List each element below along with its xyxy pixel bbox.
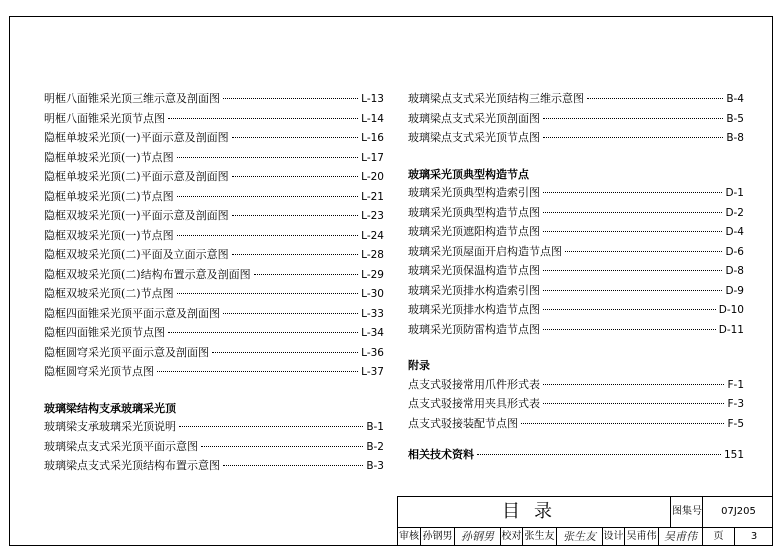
toc-entry[interactable]	[44, 168, 384, 188]
toc-entry-page: D-1	[725, 187, 744, 199]
toc-entry-title: 隐框双坡采光顶(一)平面示意及剖面图	[44, 209, 229, 222]
leader-dots	[254, 274, 359, 275]
check-label: 校对	[500, 528, 522, 546]
toc-entry-title: 玻璃梁点支式采光顶平面示意图	[44, 439, 198, 453]
toc-entry[interactable]	[408, 110, 744, 130]
toc-entry-page: D-10	[718, 304, 744, 316]
leader-dots	[543, 270, 722, 271]
toc-entry[interactable]	[408, 129, 744, 149]
toc-entry-title: 点支式驳接常用夹具形式表	[408, 397, 540, 410]
atlas-label: 图集号	[670, 497, 703, 527]
toc-entry-page: B-3	[366, 460, 384, 472]
toc-entry-page: L-34	[361, 327, 384, 339]
toc-entry-page: L-28	[361, 249, 384, 261]
toc-entry[interactable]	[44, 418, 384, 438]
toc-entry[interactable]	[408, 282, 744, 302]
toc-entry[interactable]	[408, 301, 744, 321]
toc-entry-title: 隐框单坡采光顶(二)节点图	[44, 189, 174, 203]
toc-entry-page: 151	[723, 449, 744, 461]
toc-entry[interactable]	[44, 149, 384, 169]
leader-dots	[177, 196, 359, 197]
leader-dots	[543, 137, 723, 138]
leader-dots	[168, 118, 358, 119]
reviewer-signature: 孙钢男	[454, 528, 500, 546]
toc-entry[interactable]	[408, 184, 744, 204]
toc-entry-page: L-20	[361, 171, 384, 183]
toc-entry-page: B-5	[726, 112, 744, 125]
toc-entry-title: 明框八面锥采光顶三维示意及剖面图	[44, 92, 220, 105]
toc-entry-title: 隐框圆穹采光顶节点图	[44, 365, 154, 378]
leader-dots	[232, 254, 359, 255]
leader-dots	[223, 313, 358, 314]
toc-entry-page: L-21	[361, 190, 384, 203]
leader-dots	[543, 290, 722, 291]
toc-entry-title: 隐框四面锥采光顶节点图	[44, 326, 165, 339]
toc-entry-title: 点支式驳接常用爪件形式表	[408, 377, 540, 391]
toc-entry-page: L-37	[361, 366, 384, 378]
leader-dots	[543, 192, 722, 193]
toc-entry[interactable]	[44, 246, 384, 266]
toc-entry-title: 玻璃采光顶典型构造节点图	[408, 205, 540, 219]
toc-entry-title: 玻璃梁支承玻璃采光顶说明	[44, 420, 176, 433]
toc-entry[interactable]	[44, 266, 384, 286]
leader-dots	[201, 446, 363, 447]
leader-dots	[543, 231, 722, 232]
toc-entry-page: L-29	[361, 268, 384, 281]
toc-entry-title: 隐框单坡采光顶(一)平面示意及剖面图	[44, 131, 229, 144]
toc-entry-page: L-36	[361, 346, 384, 359]
leader-dots	[177, 235, 359, 236]
toc-entry-title: 隐框双坡采光顶(二)平面及立面示意图	[44, 248, 229, 261]
toc-entry-title: 相关技术资料	[408, 448, 474, 461]
toc-entry-title: 点支式驳接装配节点图	[408, 416, 518, 430]
leader-dots	[521, 423, 724, 424]
toc-entry-title: 明框八面锥采光顶节点图	[44, 111, 165, 125]
toc-entry-title: 玻璃梁点支式采光顶结构布置示意图	[44, 459, 220, 472]
toc-entry-title: 隐框双坡采光顶(一)节点图	[44, 228, 174, 242]
leader-dots	[543, 118, 723, 119]
toc-entry[interactable]	[44, 324, 384, 344]
toc-entry-title: 玻璃采光顶保温构造节点图	[408, 264, 540, 277]
toc-entry-page: L-33	[361, 307, 384, 320]
toc-entry-page: D-2	[725, 206, 744, 219]
designer-name: 吴甫伟	[624, 528, 658, 546]
toc-entry[interactable]	[44, 457, 384, 477]
toc-right-column	[408, 90, 744, 466]
toc-entry-title: 玻璃采光顶防雷构造节点图	[408, 322, 540, 336]
leader-dots	[587, 98, 723, 99]
section-heading: 玻璃采光顶典型构造节点	[408, 167, 529, 181]
leader-dots	[177, 157, 359, 158]
leader-dots	[232, 176, 359, 177]
toc-entry-page: D-6	[725, 245, 744, 258]
leader-dots	[223, 98, 358, 99]
toc-entry-page: F-5	[727, 417, 744, 430]
toc-entry-title: 玻璃梁点支式采光顶剖面图	[408, 111, 540, 125]
toc-entry-page: L-13	[361, 93, 384, 105]
toc-entry-page: D-9	[725, 284, 744, 297]
toc-entry-title: 隐框四面锥采光顶平面示意及剖面图	[44, 306, 220, 320]
toc-entry[interactable]	[408, 204, 744, 224]
toc-entry-title: 玻璃采光顶典型构造索引图	[408, 186, 540, 199]
toc-entry-page: L-16	[361, 132, 384, 144]
toc-entry-page: F-1	[727, 378, 744, 391]
leader-dots	[232, 215, 359, 216]
designer-signature: 吴甫伟	[658, 528, 702, 546]
toc-entry-page: L-24	[361, 229, 384, 242]
toc-entry[interactable]	[44, 90, 384, 110]
toc-entry-title: 隐框双坡采光顶(二)结构布置示意及剖面图	[44, 267, 251, 281]
toc-entry-page: L-30	[361, 288, 384, 300]
leader-dots	[543, 403, 724, 404]
toc-entry-page: L-14	[361, 112, 384, 125]
page-number: 3	[734, 528, 773, 546]
toc-entry-title: 玻璃采光顶排水构造节点图	[408, 303, 540, 316]
leader-dots	[543, 309, 716, 310]
leader-dots	[543, 329, 716, 330]
toc-entry-title: 隐框单坡采光顶(二)平面示意及剖面图	[44, 170, 229, 183]
checker-signature: 张生友	[556, 528, 602, 546]
toc-entry-title: 隐框圆穹采光顶平面示意及剖面图	[44, 345, 209, 359]
toc-entry[interactable]	[44, 129, 384, 149]
toc-entry-page: B-8	[726, 132, 744, 144]
leader-dots	[177, 293, 359, 294]
leader-dots	[179, 426, 363, 427]
leader-dots	[477, 454, 721, 455]
toc-entry-page: D-4	[725, 226, 744, 238]
leader-dots	[565, 251, 722, 252]
toc-entry[interactable]	[408, 262, 744, 282]
leader-dots	[543, 384, 724, 385]
toc-entry-title: 玻璃采光顶遮阳构造节点图	[408, 225, 540, 238]
section-heading: 附录	[408, 359, 430, 372]
toc-left-column	[44, 90, 384, 477]
atlas-number: 07J205	[702, 497, 774, 527]
toc-entry[interactable]	[44, 188, 384, 208]
leader-dots	[543, 212, 722, 213]
toc-entry[interactable]	[44, 110, 384, 130]
toc-entry-title: 玻璃采光顶排水构造索引图	[408, 283, 540, 297]
toc-entry-page: D-11	[718, 323, 744, 336]
toc-entry-page: B-2	[366, 440, 384, 453]
design-label: 设计	[602, 528, 624, 546]
toc-entry[interactable]	[44, 438, 384, 458]
toc-entry[interactable]	[408, 321, 744, 341]
toc-entry[interactable]	[408, 90, 744, 110]
sheet-title: 目录	[502, 501, 566, 522]
toc-entry-page: B-1	[366, 421, 384, 433]
leader-dots	[157, 371, 358, 372]
title-block	[397, 496, 773, 546]
toc-entry-title: 隐框双坡采光顶(二)节点图	[44, 287, 174, 300]
toc-entry[interactable]	[408, 223, 744, 243]
reviewer-name: 孙钢男	[420, 528, 454, 546]
toc-entry[interactable]	[408, 376, 744, 396]
toc-entry-related[interactable]	[408, 446, 744, 466]
toc-entry-page: L-17	[361, 151, 384, 164]
toc-entry-title: 玻璃采光顶屋面开启构造节点图	[408, 244, 562, 258]
toc-entry-title: 玻璃梁点支式采光顶节点图	[408, 131, 540, 144]
leader-dots	[223, 465, 363, 466]
section-heading: 玻璃梁结构支承玻璃采光顶	[44, 401, 176, 415]
toc-entry[interactable]	[44, 363, 384, 383]
toc-entry[interactable]	[408, 415, 744, 435]
toc-entry-title: 隐框单坡采光顶(一)节点图	[44, 150, 174, 164]
toc-entry[interactable]	[408, 395, 744, 415]
leader-dots	[232, 137, 359, 138]
toc-entry-page: F-3	[727, 398, 744, 410]
toc-entry[interactable]	[44, 285, 384, 305]
toc-entry-title: 玻璃梁点支式采光顶结构三维示意图	[408, 92, 584, 105]
leader-dots	[212, 352, 358, 353]
toc-entry-page: B-4	[726, 93, 744, 105]
page-label: 页	[702, 528, 734, 546]
leader-dots	[168, 332, 358, 333]
review-label: 审核	[399, 531, 419, 542]
toc-entry-page: D-8	[725, 265, 744, 277]
toc-entry[interactable]	[408, 243, 744, 263]
checker-name: 张生友	[522, 528, 556, 546]
toc-entry[interactable]	[44, 305, 384, 325]
toc-entry[interactable]	[44, 207, 384, 227]
toc-entry[interactable]	[44, 227, 384, 247]
toc-entry-page: L-23	[361, 210, 384, 222]
toc-entry[interactable]	[44, 344, 384, 364]
